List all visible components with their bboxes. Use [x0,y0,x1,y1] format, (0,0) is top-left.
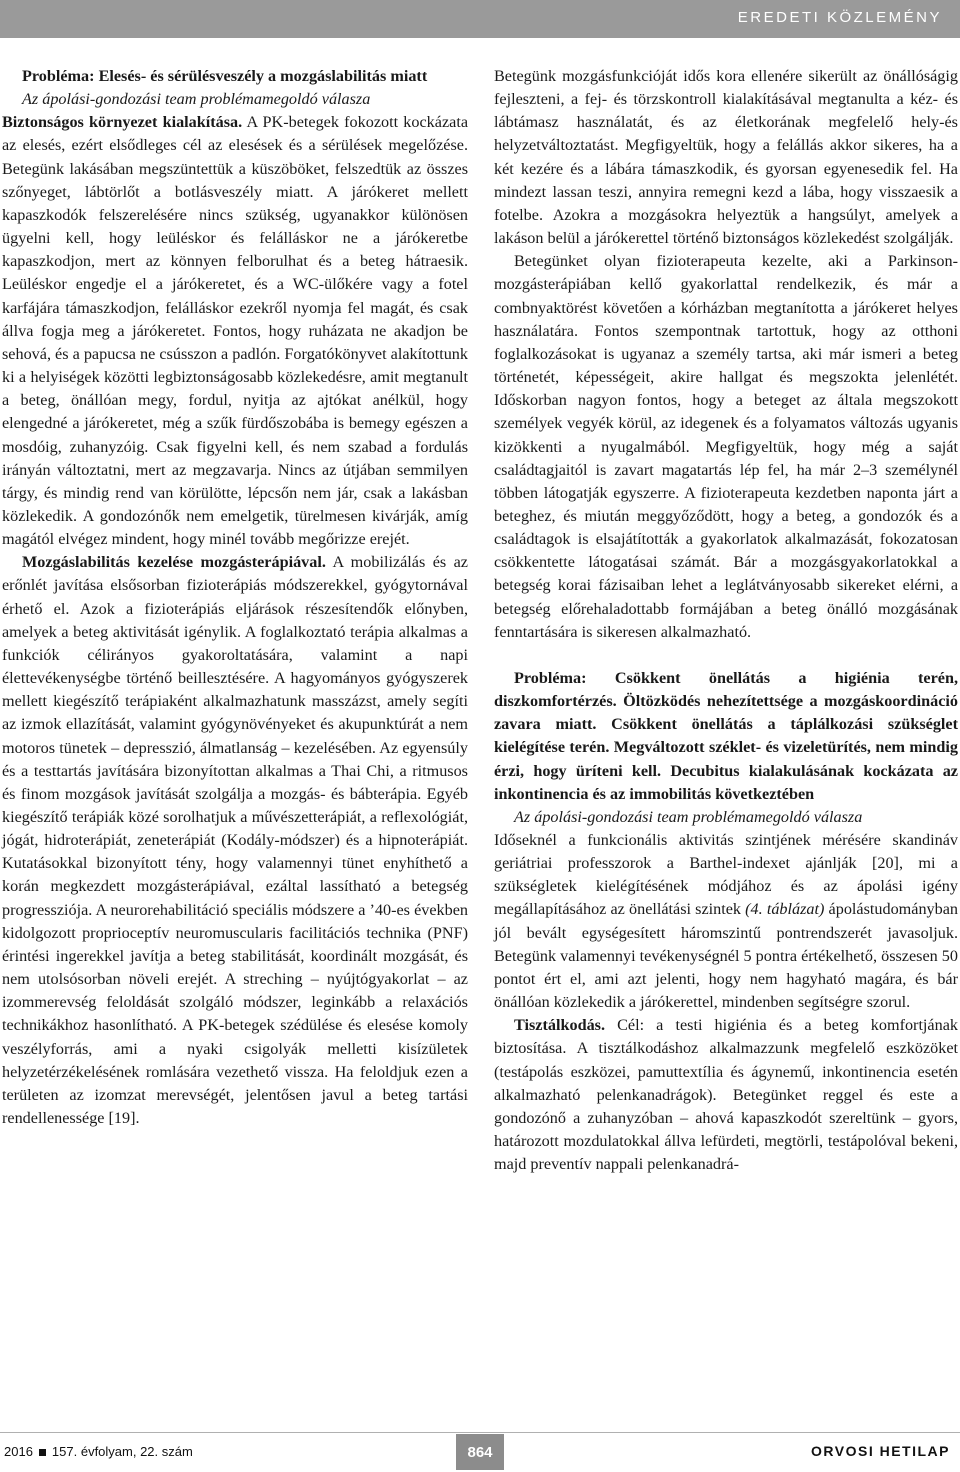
section-spacer [494,644,958,667]
paragraph-text: A mobilizálás és az erőnlét javítása elsősorban fizioterápiás módszerekkel, gyógytornával érhető el. Azok a fizioterápiás eljárások részesítendők előnyben, amelyek a beteg aktivitását igénylik. A foglalkoztató terápia alkalmas a funkciók célirányos gyakoroltatására, valamint a napi élettevékenységbe történő beillesztésére. A hagyományos gyógyszerek mellett kiegészítő terápiaként alkalmazhatunk masszázst, amely segíti az izmok ellazítását, valamint gyógynövényeket és akupunktúrát a nem motoros tünetek – depresszió, álmatlanság – kezelésében. Az egyensúly és a testtartás javítására bizonyítottan alkalmas a Thai Chi, a ritmusos és finom mozgások javítását szolgálja a mozgás- és bábterápia. Egyéb kiegészítő terápiák közé sorolhatjuk a művészetterápiát, a reflexológiát, jógát, hidroterápiát, zeneterápiát (Kodály-módszer) és a hipnoterápiát. Kutatásokkal bizonyított tény, hogy valamennyi tünet enyhíthető a korán megkezdett mozgásterápiával, ezáltal lassítható a betegség progressziója. A neurorehabilitáció speciális módszere a ’40-es években kidolgozott proprioceptív neuromuscularis facilitációs technika (PNF) érintési ingerekkel javítja a beteg stabilitását, koordinált mozgását, és nem utolsósorban növeli erejét. A streching – nyújtógyakorlat – az izommerevség feloldását szolgáló módszer, leginkább a relaxációs technikákhoz hasonlítható. A PK-betegek szédülése és elesése komoly veszélyforrás, ami a nyaki csigolyák melletti kisízületek helyzetérzékelésének romlására vezethető vissza. Ha feloldjuk ezen a területen az izomzat merevségét, jelentősen javul a beteg tartási rendellenessége [19]. [2,553,468,1128]
paragraph-physiotherapist: Betegünket olyan fizioterapeuta kezelte, aki a Parkinson-mozgásterápiában kellő gyakorlattal rendelkezik, és már a combnyaktörést követően a kórházban megtanította a járókeret helyes használatára. Fontos szempontnak tartottuk, hogy az otthoni foglalkozásokat is ugyanaz a személy tartsa, aki már ismeri a beteg történetét, képességeit, akire hallgat és megszokta jelenlétét. Időskorban nagyon fontos, hogy a beteget az általa megszokott személyek vegyék körül, az idegenek és a folyamatos változás ugyanis kizökkenti a nyugalmából. Megfigyeltük, hogy még a saját családtagjaitól is zavart magatartás lép fel, ha már 2–3 személynél többen látogatják egyszerre. A fizioterapeuta kezdetben naponta járt a beteghez, és miután meggyőződött, hogy a beteg, a gondozók és a családtagok is elsajátították a gyakorlatok alkalmazását, fokozatosan csökkentette látogatásai számát. Bár a mozgásgyakorlatokkal a betegség korai fázisaiban lehet a leglátványosabb sikereket elérni, a betegség előrehaladottabb formájában a beteg önálló mozgásának fenntartására is sikeresen alkalmazható. [494,252,958,641]
right-column [494,65,958,1176]
page-number: 864 [456,1434,504,1470]
paragraph-text: Cél: a testi higiénia és a beteg komfortjának biztosítása. A tisztálkodáshoz alkalmazzunk megfelelő eszközöket (testápolás eszközei, pamuttextília és ágynemű, inkontinencia esetén alkalmazható pelenkanadrágok). Betegünket reggel és este a gondozónő a zuhanyzóban – ahová kapaszkodót szereltünk – gyors, határozott mozdulatokkal állva lefürdeti, megtörli, testápolóval bekeni, majd preventív nappali pelenkanadrá- [494,1016,958,1174]
header-band [0,0,960,38]
footer-issue: 157. évfolyam, 22. szám [51,1444,193,1459]
section-label: EREDETI KÖZLEMÉNY [737,9,942,26]
paragraph-text: Időseknél a funkcionális aktivitás szintjének mérésére skandináv geriátriai professzorok a Barthel-indexet ajánlják [20], mi a szükségletek kielégítésének módjához és az ápolási igény megállapításához az önellátási szintek [494,831,958,919]
problem-title-1: Probléma: Elesés- és sérülésveszély a mozgáslabilitás miatt [22,67,428,85]
paragraph-mobility-result: Betegünk mozgásfunkcióját idős kora ellenére sikerült az önállóságig fejleszteni, a fej- és törzskontroll kialakításával megtanulta a kéz- és lábtámasz használatát, és az életkorának megfelelő hely-és helyzetváltoztatást. Megfigyeltük, hogy a felállás akkor sikeres, ha a két kezére és a lábára támaszkodik, és gyorsan egyenesedik fel. Ha mindezt lassan teszi, annyira remegni kezd a lába, hogy visszaesik a fotelbe. Azokra a mozgásokra helyeztük a hangsúlyt, amelyek a lakáson belül a járókerettel történő biztonságos közlekedést szolgálják. [494,67,958,248]
problem-subtitle-2: Az ápolási-gondozási team problémamegoldó válasza [514,807,863,826]
journal-name: ORVOSI HETILAP [811,1443,950,1459]
paragraph-text: A PK-betegek fokozott kockázata az elesés, ezért elsődleges cél az elesések és a sérülések megelőzése. Betegünk lakásában megszüntettük a küszöböket, felszedtük az összes szőnyeget, lábtörlőt a botlásveszély miatt. A járókeret mellett kapaszkodók felszerelésére nincs szükség, ugyanakkor különösen ügyelni kell, hogy leüléskor és felálláskor ne a járókeretbe kapaszkodjon, mert az könnyen felborulhat és a beteg hátraesik. Leüléskor engedje el a járókeretet, és a WC-ülőkére vagy a fotel karfájára támaszkodjon, felálláskor ezekről nyomja fel magát, és csak állva fogja meg a járókeretet. Fontos, hogy ruházata ne akadjon be sehová, és a papucsa ne csússzon a padlón. Forgatókönyvet alakítottunk ki a helyiségek közötti legbiztonságosabb közlekedésre, amit megtanult a beteg, önállóan megy, fordul, nyitja az ajtókat anélkül, hogy elengedné a járókeretet, még a szűk fürdőszobába is bemegy egészen a mosdóig, zuhanyzóig. Csak figyelni kell, és nem szabad a fordulás irányán változtatni, mert az megzavarja. Nincs az útjában semmilyen tárgy, és mindig rend van körülötte, lépcsőn nem jár, csak a lakásban közlekedik. A gondozónők nem emelgetik, türelmesen kivárják, amíg magától elvégez mindent, hogy minél tovább megőrizze erejét. [2,113,469,549]
square-bullet-icon [39,1449,46,1456]
paragraph-lead: Biztonságos környezet kialakítása. [2,113,243,132]
table-reference: (4. táblázat) [745,900,825,919]
paragraph-lead: Mozgáslabilitás kezelése mozgásterápiával. [22,553,326,572]
left-column [2,65,468,1130]
paragraph-movement-therapy [2,551,468,1130]
paragraph-lead: Tisztálkodás. [514,1016,606,1035]
footer-year: 2016 [4,1444,33,1459]
paragraph-environment [2,111,468,551]
paragraph-barthel [494,829,958,1014]
paragraph-hygiene [494,1014,958,1176]
problem-title-2: Probléma: Csökkent önellátás a higiénia terén, diszkomfortérzés. Öltözködés nehezítettsége a mozgáskoordináció zavara miatt. Csökkent önellátás a táplálkozási szükséglet kielégítése terén. Megváltozott széklet- és vizeletürítés, nem mindig érzi, hogy üríteni kell. Decubitus kialakulásának kockázata az inkontinencia és az immobilitás következtében [494,668,958,803]
footer-rule [0,1432,960,1433]
paragraph-text: ápolástudományban jól bevált egységesített háromszintű pontrendszerét javasoljuk. Betegünk valamennyi tevékenységnél 5 pontra értékelhető, összesen 50 pontot ért el, ami azt jelenti, hogy nem hagyható magára, és bár önállóan közlekedik a járókerettel, mindenben segítségre szorul. [494,900,959,1012]
problem-subtitle-1: Az ápolási-gondozási team problémamegoldó válasza [22,90,371,109]
footer-issue-info [4,1444,193,1459]
